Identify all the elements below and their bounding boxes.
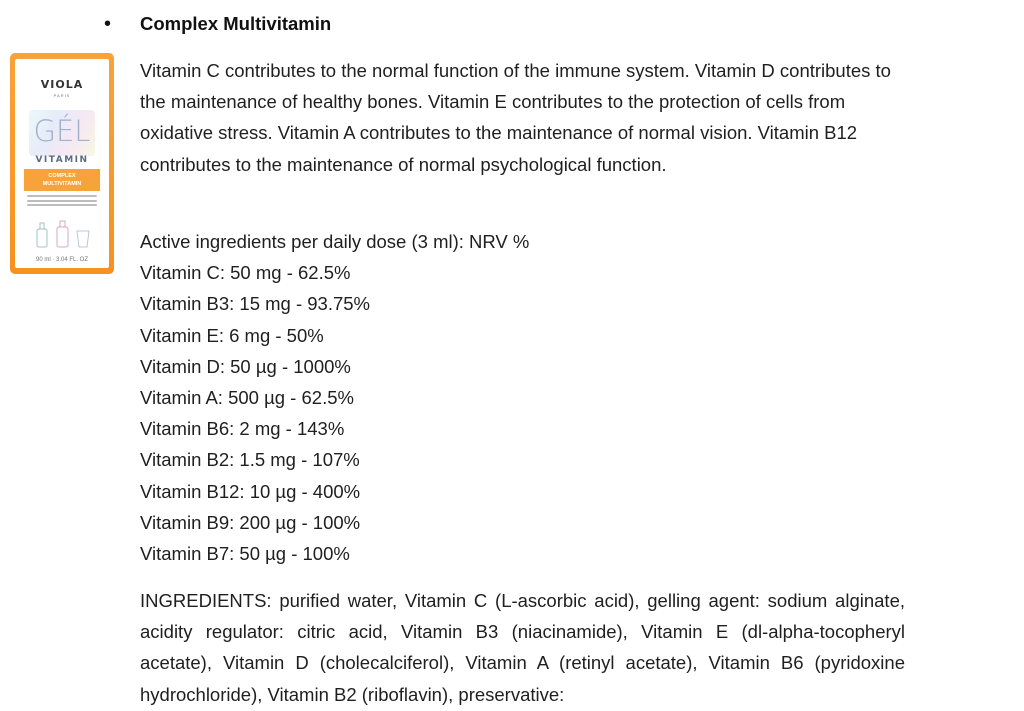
product-gel-title: GÉL [33, 114, 91, 148]
nutrition-item: Vitamin B9: 200 µg - 100% [140, 511, 361, 533]
nutrition-item: Vitamin C: 50 mg - 62.5% [140, 262, 351, 284]
product-brand-sub: PARIS [53, 93, 71, 98]
nutrition-item: Vitamin A: 500 µg - 62.5% [140, 387, 354, 409]
product-image [10, 53, 114, 274]
nutrition-list [140, 226, 905, 569]
product-fine-print [27, 195, 97, 209]
ingredients-paragraph: INGREDIENTS: purified water, Vitamin C (L-ascorbic acid), gelling agent: sodium alginate, acidity regulator: citric acid, Vitamin B3 (niacinamide), Vitamin E (dl-alpha-tocopheryl acetate), Vitamin D (cholecalciferol), Vitamin A (retinyl acetate), Vitamin B6 (pyridoxine hydrochloride), Vitamin B2 (riboflavin), preservative: [140, 590, 905, 705]
nutrition-header: Active ingredients per daily dose (3 ml): NRV % [140, 231, 530, 252]
product-band-line1: COMPLEX [48, 173, 76, 179]
product-vitamin-word: VITAMIN [35, 155, 89, 165]
nutrition-item: Vitamin B12: 10 µg - 400% [140, 480, 361, 502]
list-bullet: • [104, 13, 112, 35]
product-description: Vitamin C contributes to the normal function of the immune system. Vitamin D contributes to the maintenance of healthy bones. Vitamin E contributes to the protection of cells from oxidative stress. Vitamin A contributes to the maintenance of normal vision. Vitamin B12 contributes to the maintenance of normal psychological function. [140, 60, 891, 175]
bottle-illustration-icon [33, 219, 93, 249]
nutrition-item: Vitamin B6: 2 mg - 143% [140, 418, 345, 440]
nutrition-item: Vitamin E: 6 mg - 50% [140, 324, 324, 346]
product-brand: VIOLA [40, 78, 84, 91]
product-band [24, 169, 100, 191]
nutrition-item: Vitamin D: 50 µg - 1000% [140, 355, 351, 377]
product-box-front [15, 59, 109, 268]
product-volume: 90 ml · 3.04 FL. OZ [35, 257, 89, 263]
nutrition-item: Vitamin B7: 50 µg - 100% [140, 543, 350, 565]
product-heading: Complex Multivitamin [140, 13, 332, 34]
nutrition-item: Vitamin B2: 1.5 mg - 107% [140, 449, 360, 471]
product-band-line2: MULTIVITAMIN [42, 181, 82, 187]
nutrition-item: Vitamin B3: 15 mg - 93.75% [140, 293, 371, 315]
